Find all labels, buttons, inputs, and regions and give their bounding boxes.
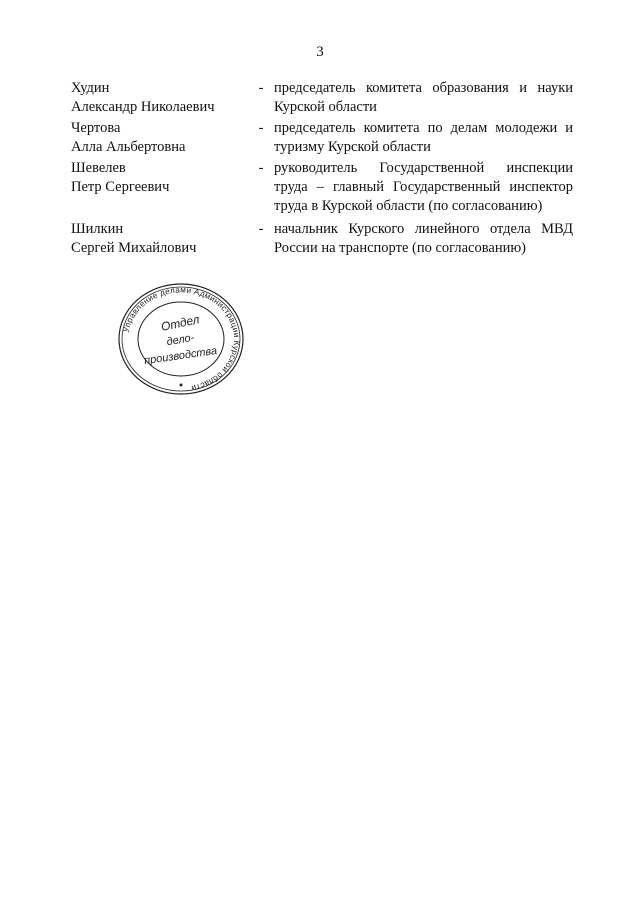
stamp-center-line: дело- — [165, 331, 196, 349]
member-role: председатель комитета по делам молодежи и туризму Курской области — [274, 120, 573, 155]
member-surname: Шевелев — [71, 160, 126, 176]
member-surname: Шилкин — [71, 221, 124, 237]
page-number: 3 — [316, 44, 324, 60]
stamp-center-line: Отдел — [159, 312, 201, 334]
stamp-star — [180, 384, 183, 387]
member-name — [71, 220, 251, 258]
member-name — [71, 159, 251, 197]
member-given-names: Алла Альбертовна — [71, 139, 186, 155]
member-name — [71, 119, 251, 157]
stamp-center-line: производства — [143, 344, 218, 368]
stamp-ring-text: Управление делами Администрации Курской области — [121, 285, 242, 393]
separator-dash: - — [258, 221, 264, 237]
separator-dash: - — [258, 160, 264, 176]
member-surname: Чертова — [71, 120, 121, 136]
member-role: начальник Курского линейного отдела МВД России на транспорте (по согласованию) — [274, 221, 573, 256]
member-given-names: Петр Сергеевич — [71, 179, 170, 195]
office-stamp — [118, 283, 244, 395]
member-given-names: Александр Николаевич — [71, 99, 215, 115]
separator-dash: - — [258, 120, 264, 136]
member-surname: Худин — [71, 80, 110, 96]
member-name — [71, 79, 251, 117]
separator-dash: - — [258, 80, 264, 96]
member-role: руководитель Государственной инспекции труда – главный Государственный инспектор труда в Курской области (по согласованию) — [274, 160, 573, 214]
member-role: председатель комитета образования и науки Курской области — [274, 80, 573, 115]
member-given-names: Сергей Михайлович — [71, 240, 197, 256]
